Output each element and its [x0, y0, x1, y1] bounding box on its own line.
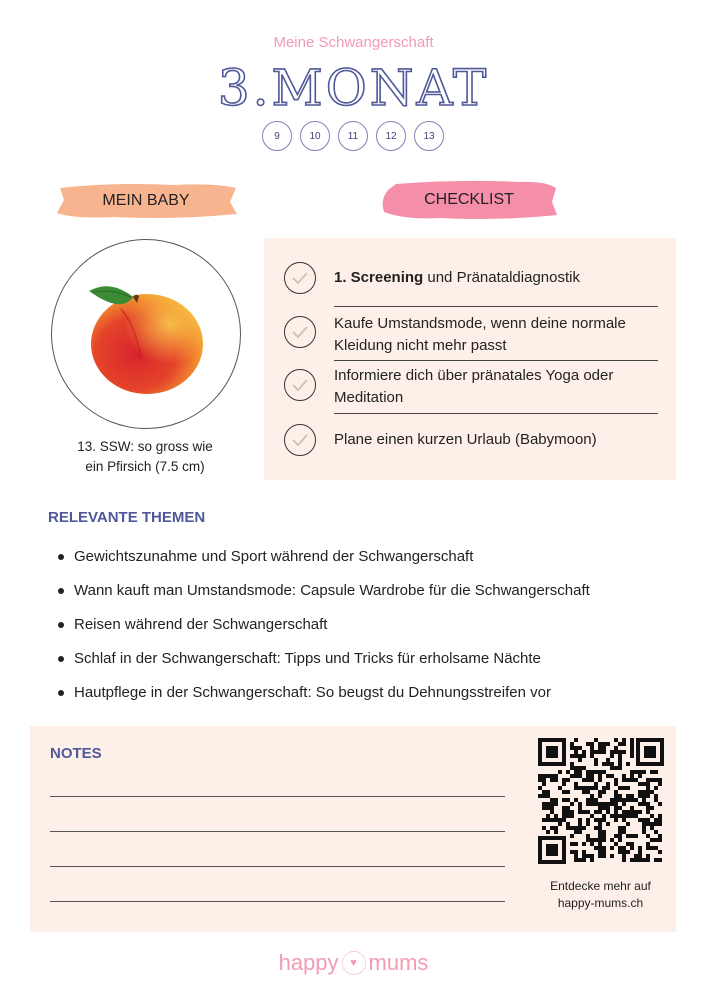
notes-panel — [30, 726, 676, 932]
baby-caption-line: 13. SSW: so gross wie — [77, 439, 213, 454]
week-indicators — [262, 121, 444, 151]
page-subtitle: Meine Schwangerschaft — [273, 34, 434, 51]
checklist-divider — [334, 306, 658, 307]
qr-caption — [533, 878, 668, 912]
heart-icon: ♥ — [342, 951, 366, 975]
baby-section-label — [54, 180, 238, 222]
checkmark-icon — [291, 325, 309, 339]
checklist-divider — [334, 413, 658, 414]
checklist-item-text — [334, 267, 659, 289]
qr-code-icon[interactable] — [538, 738, 664, 864]
topic-item[interactable]: Gewichtszunahme und Sport während der Schwangerschaft — [54, 546, 590, 580]
note-line[interactable] — [50, 901, 505, 902]
checklist-panel — [264, 238, 676, 480]
note-line[interactable] — [50, 866, 505, 867]
checkmark-icon — [291, 378, 309, 392]
baby-size-caption — [60, 437, 230, 477]
brand-logo — [0, 950, 707, 976]
peach-icon — [81, 269, 211, 399]
checkmark-icon — [291, 271, 309, 285]
checklist-section-title: CHECKLIST — [424, 191, 514, 208]
baby-caption-line: ein Pfirsich (7.5 cm) — [85, 459, 205, 474]
checklist-divider — [334, 360, 658, 361]
brand-name-right: mums — [368, 950, 429, 975]
week-badge: 9 — [262, 121, 292, 151]
brand-name-left: happy — [278, 950, 339, 975]
note-line[interactable] — [50, 796, 505, 797]
page-title: 3.MONAT — [217, 59, 490, 117]
week-badge: 10 — [300, 121, 330, 151]
topic-item[interactable]: Hautpflege in der Schwangerschaft: So beugst du Dehnungsstreifen vor — [54, 682, 590, 716]
checklist-item-label: Plane einen kurzen Urlaub (Babymoon) — [334, 431, 597, 448]
checkmark-icon — [291, 433, 309, 447]
topics-heading: RELEVANTE THEMEN — [48, 509, 206, 526]
note-line[interactable] — [50, 831, 505, 832]
topic-item[interactable]: Reisen während der Schwangerschaft — [54, 614, 590, 648]
checklist-item-label: Informiere dich über pränatales Yoga oder Meditation — [334, 367, 614, 406]
topics-list — [54, 546, 590, 716]
checklist-item-label: Kaufe Umstandsmode, wenn deine normale Kleidung nicht mehr passt — [334, 315, 626, 354]
week-badge: 11 — [338, 121, 368, 151]
checkbox-icon[interactable] — [284, 262, 316, 294]
baby-size-image-frame — [51, 239, 241, 429]
checklist-section-label — [380, 178, 558, 222]
week-badge: 13 — [414, 121, 444, 151]
topic-item[interactable]: Schlaf in der Schwangerschaft: Tipps und Tricks für erholsame Nächte — [54, 648, 590, 682]
checkbox-icon[interactable] — [284, 369, 316, 401]
topic-item[interactable]: Wann kauft man Umstandsmode: Capsule Wardrobe für die Schwangerschaft — [54, 580, 590, 614]
week-badge: 12 — [376, 121, 406, 151]
checklist-item-bold: 1. Screening — [334, 269, 424, 286]
checklist-item-label: und Pränataldiagnostik — [423, 269, 580, 286]
checkbox-icon[interactable] — [284, 424, 316, 456]
qr-caption-link[interactable]: happy-mums.ch — [557, 896, 644, 910]
qr-caption-line: Entdecke mehr auf — [550, 879, 651, 893]
checkbox-icon[interactable] — [284, 316, 316, 348]
notes-heading: NOTES — [50, 745, 102, 762]
baby-section-title: MEIN BABY — [102, 192, 190, 209]
